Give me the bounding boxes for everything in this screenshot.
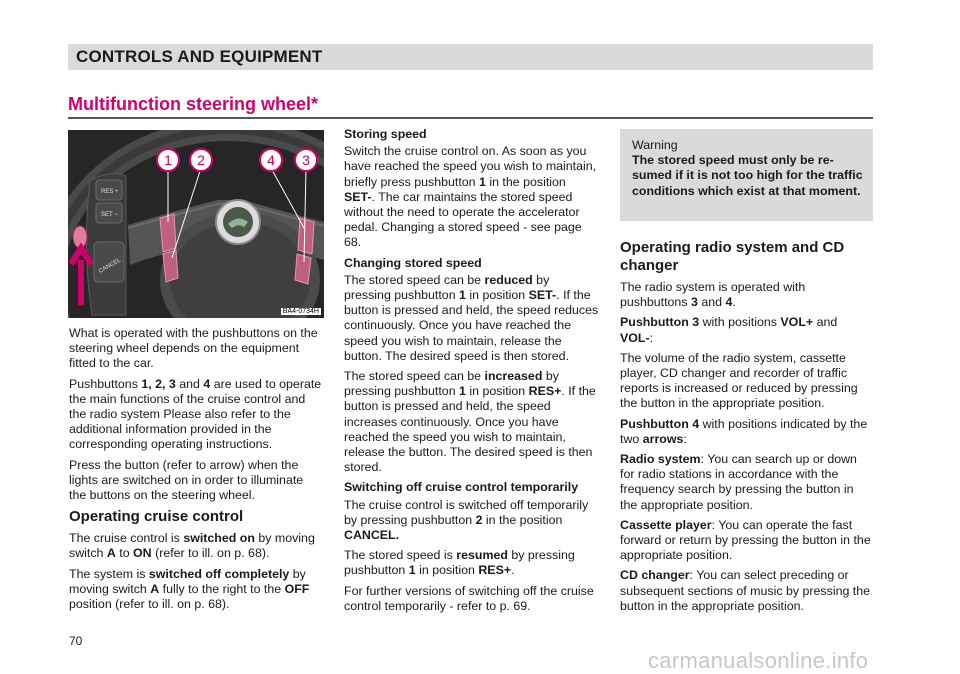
- callout-2: 2: [197, 152, 205, 168]
- switch-label-res: RES +: [101, 189, 119, 195]
- page-number: 70: [69, 634, 83, 648]
- heading-operating-radio: Operating radio system and CD changer: [620, 239, 845, 274]
- title-rule: [68, 117, 873, 119]
- section-title: CONTROLS AND EQUIPMENT: [76, 47, 323, 66]
- steering-wheel-illustration: [68, 130, 324, 318]
- reduce-speed-paragraph: The stored speed can be reduced by pressing pushbutton 1 in position SET-. If the button is pressed and held, the speed reduces continuously. Once you have reached the speed you wish to maintain, release the button. The desired speed is then stored.: [344, 272, 599, 363]
- figure-code: BA4-0734H: [282, 308, 319, 315]
- intro-paragraph: What is operated with the pushbuttons on the steering wheel depends on the equipment fitted to the car.: [69, 326, 318, 371]
- warning-text: The stored speed must only be re-sumed if it is not too high for the traffic conditions which exist at that moment.: [632, 153, 863, 198]
- column-left: [69, 326, 322, 617]
- section-header-bar: [68, 44, 873, 70]
- increase-speed-paragraph: The stored speed can be increased by pressing pushbutton 1 in position RES+. If the button is pressed and held, the speed increases continuously. Once you have reached the speed you wish to maintain, release the button. The desired speed is then stored.: [344, 369, 596, 475]
- callout-3: 3: [302, 152, 310, 168]
- switch-label-cancel: CANCEL: [97, 257, 123, 275]
- volume-paragraph: The volume of the radio system, cassette player, CD changer and recorder of traffic reports is increased or reduced by pressing the button in the appropriate position.: [620, 350, 858, 411]
- radio-system-paragraph: Radio system: You can search up or down for radio stations in accordance with the frequency search by pressing the button in the appropriate position.: [620, 452, 857, 512]
- heading-changing-stored-speed: Changing stored speed: [344, 255, 482, 270]
- cruise-on-paragraph: The cruise control is switched on by moving switch A to ON (refer to ill. on p. 68).: [69, 531, 315, 561]
- callout-4: 4: [267, 152, 275, 168]
- pushbutton4-paragraph: Pushbutton 4 with positions indicated by the two arrows:: [620, 416, 868, 446]
- cd-changer-paragraph: CD changer: You can select preceding or subsequent sections of music by pressing the button in the appropriate position.: [620, 568, 871, 613]
- warning-box: [620, 129, 873, 221]
- resume-paragraph: The stored speed is resumed by pressing pushbutton 1 in position RES+.: [344, 548, 575, 578]
- callout-1: 1: [164, 152, 172, 168]
- radio-intro-paragraph: The radio system is operated with pushbuttons 3 and 4.: [620, 280, 806, 310]
- cassette-paragraph: Cassette player: You can operate the fast forward or return by pressing the button in the appropriate position.: [620, 517, 871, 563]
- further-versions-paragraph: For further versions of switching off the cruise control temporarily - refer to p. 69.: [344, 583, 594, 613]
- column-right: [620, 236, 873, 619]
- pushbuttons-paragraph: Pushbuttons 1, 2, 3 and 4 are used to operate the main functions of the cruise control and the radio system Please also refer to the additional information provided in the corresponding operating instructions.: [69, 376, 322, 452]
- watermark: carmanualsonline.info: [648, 648, 869, 673]
- switch-label-set: SET −: [101, 212, 118, 218]
- cruise-off-paragraph: The system is switched off completely by moving switch A fully to the right to the OFF position (refer to ill. on p. 68).: [69, 566, 310, 612]
- heading-switching-off-temporarily: Switching off cruise control temporarily: [344, 480, 579, 495]
- cancel-paragraph: The cruise control is switched off temporarily by pressing pushbutton 2 in the position CANCEL.: [344, 497, 589, 543]
- page-title: Multifunction steering wheel*: [68, 94, 319, 114]
- steering-wheel-drawing: [68, 130, 324, 318]
- storing-speed-paragraph: Switch the cruise control on. As soon as you have reached the speed you wish to maintain, briefly press pushbutton 1 in the position SET-. The car maintains the stored speed without the need to operate the accelerator pedal. Changing a stored speed - see page 68.: [344, 144, 597, 250]
- column-middle: [344, 127, 599, 619]
- heading-operating-cruise-control: Operating cruise control: [69, 508, 244, 526]
- pushbutton3-paragraph: Pushbutton 3 with positions VOL+ and VOL-:: [620, 315, 838, 345]
- warning-title: Warning: [632, 138, 678, 152]
- heading-storing-speed: Storing speed: [344, 127, 427, 141]
- illumination-paragraph: Press the button (refer to arrow) when the lights are switched on in order to illuminate the buttons on the steering wheel.: [69, 457, 304, 503]
